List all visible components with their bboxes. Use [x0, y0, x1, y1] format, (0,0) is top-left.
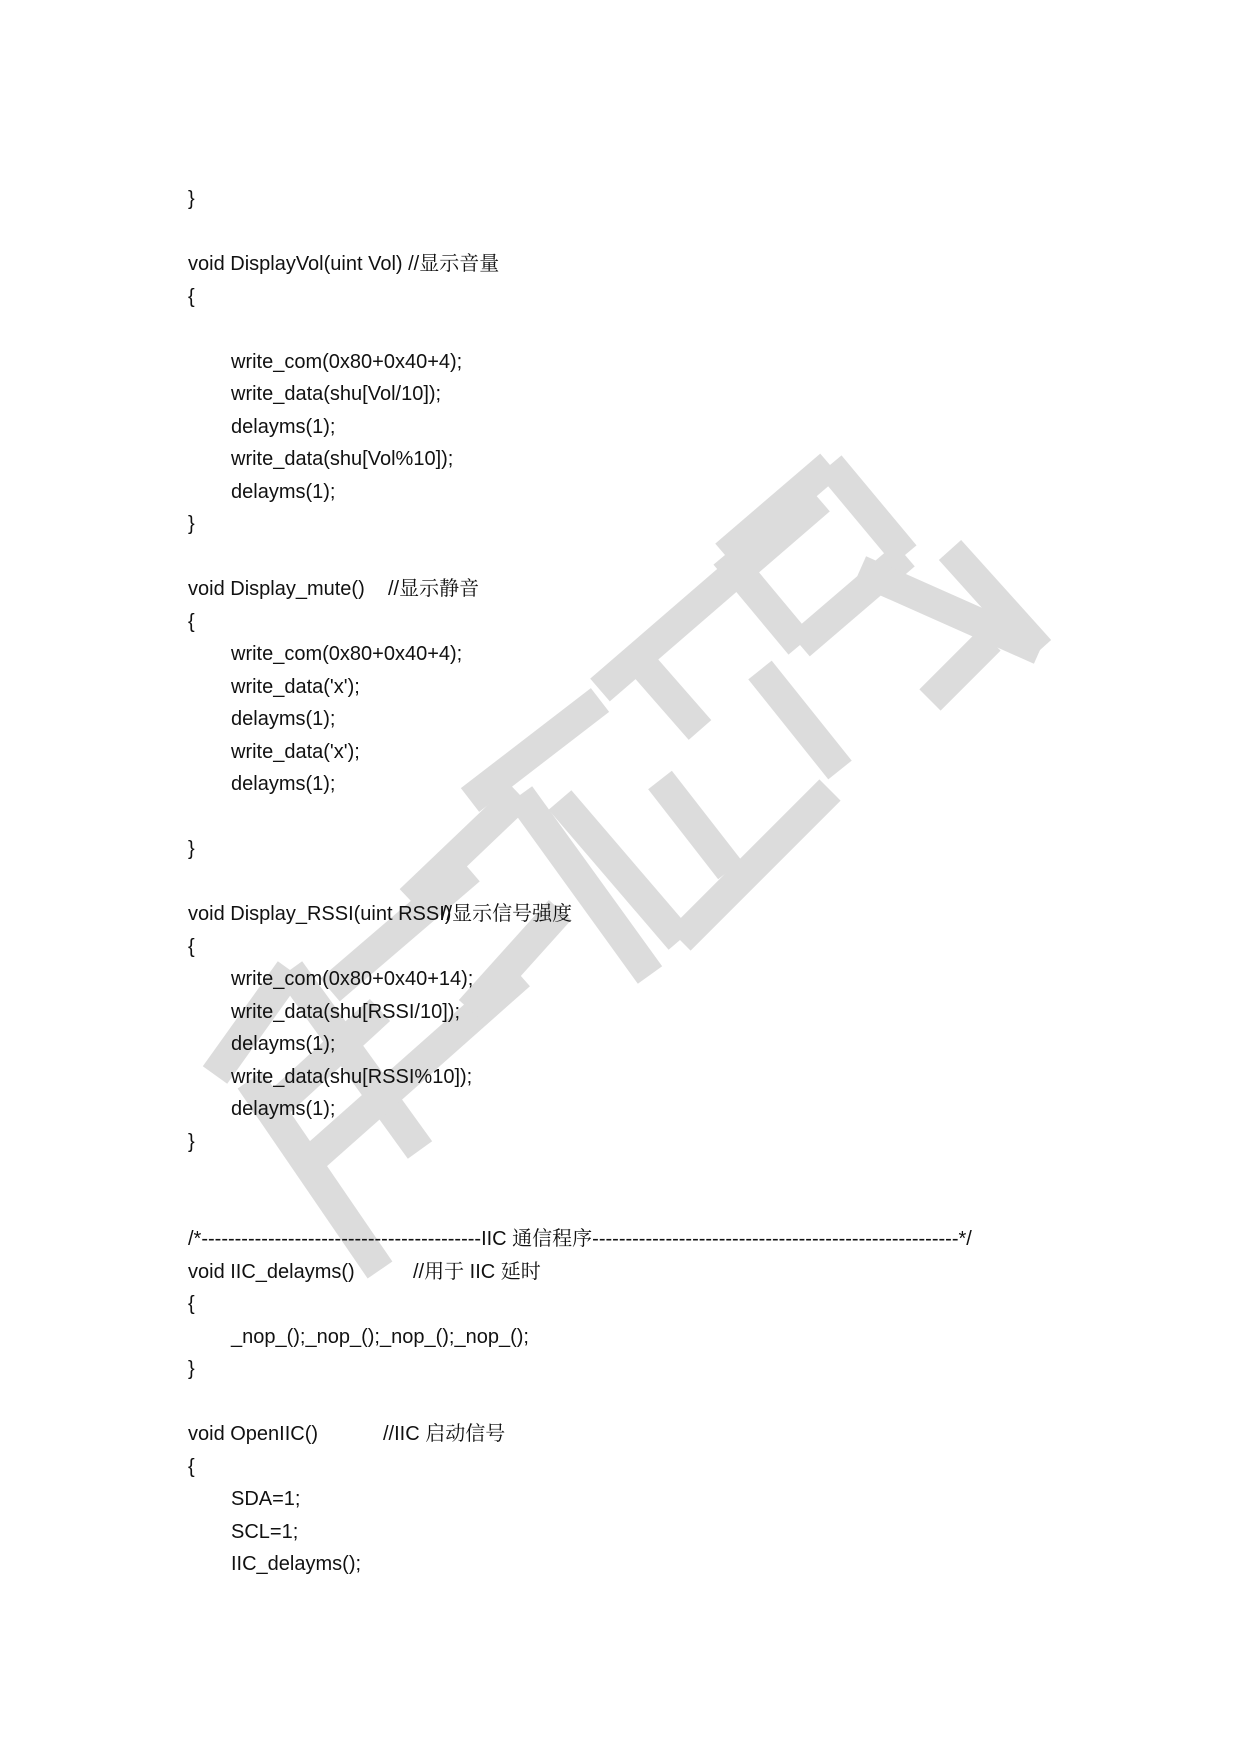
code-line — [188, 1353, 1188, 1386]
code-line — [188, 833, 1188, 866]
code-line — [188, 346, 1188, 379]
code-line — [188, 1386, 1188, 1419]
code-comment: //用于 IIC 延时 — [413, 1260, 541, 1283]
code-line — [188, 1093, 1188, 1126]
code-line — [188, 476, 1188, 509]
code-text: { — [188, 610, 195, 633]
code-text: void IIC_delayms() — [188, 1260, 355, 1283]
code-line — [188, 248, 1188, 281]
code-text: SCL=1; — [231, 1520, 299, 1543]
code-text: delayms(1); — [231, 773, 336, 795]
code-text: } — [188, 188, 195, 210]
code-listing — [188, 183, 1188, 1581]
code-line — [188, 443, 1188, 476]
code-line — [188, 1483, 1188, 1516]
code-line — [188, 768, 1188, 801]
code-line — [188, 1288, 1188, 1321]
code-line — [188, 898, 1188, 931]
code-text: void DisplayVol(uint Vol) //显示音量 — [188, 253, 500, 275]
code-text: write_com(0x80+0x40+4); — [231, 643, 463, 665]
code-line — [188, 313, 1188, 346]
code-line — [188, 638, 1188, 671]
code-line — [188, 606, 1188, 639]
code-text: write_com(0x80+0x40+14); — [231, 968, 474, 990]
code-line — [188, 703, 1188, 736]
code-line — [188, 1028, 1188, 1061]
code-line — [188, 1223, 1188, 1256]
code-text: { — [188, 935, 195, 958]
code-line — [188, 866, 1188, 899]
code-text: void Display_mute() — [188, 578, 365, 600]
code-comment: //显示静音 — [388, 578, 480, 600]
code-line — [188, 1061, 1188, 1094]
code-line — [188, 541, 1188, 574]
code-text: } — [188, 838, 195, 860]
code-text: delayms(1); — [231, 480, 336, 503]
code-line — [188, 216, 1188, 249]
code-line — [188, 963, 1188, 996]
code-text: write_data('x'); — [231, 740, 360, 763]
code-text: IIC_delayms(); — [231, 1553, 362, 1575]
code-text: write_data(shu[Vol%10]); — [231, 448, 454, 470]
code-text: write_data(shu[RSSI%10]); — [231, 1065, 473, 1088]
code-line — [188, 183, 1188, 216]
code-text: _nop_();_nop_();_nop_();_nop_(); — [231, 1325, 529, 1348]
code-line — [188, 1321, 1188, 1354]
code-text: delayms(1); — [231, 1033, 336, 1055]
code-line — [188, 508, 1188, 541]
code-text: write_com(0x80+0x40+4); — [231, 350, 463, 373]
code-line — [188, 1126, 1188, 1159]
code-line — [188, 996, 1188, 1029]
code-text: void OpenIIC() — [188, 1423, 319, 1445]
code-text: /*------------------------------------------IIC 通信程序-------------------------------------------------------*/ — [188, 1228, 972, 1250]
code-text: void Display_RSSI(uint RSSI) — [188, 903, 452, 925]
code-text: delayms(1); — [231, 708, 336, 730]
code-text: { — [188, 1293, 195, 1315]
code-line — [188, 378, 1188, 411]
code-text: { — [188, 1455, 195, 1478]
code-comment: //IIC 启动信号 — [383, 1423, 506, 1445]
code-comment: //显示信号强度 — [441, 903, 573, 925]
code-line — [188, 1418, 1188, 1451]
code-line — [188, 1158, 1188, 1191]
code-line — [188, 1548, 1188, 1581]
code-line — [188, 573, 1188, 606]
code-text: delayms(1); — [231, 1098, 336, 1120]
code-line — [188, 1516, 1188, 1549]
code-text: } — [188, 1358, 195, 1380]
code-text: { — [188, 285, 195, 308]
code-line — [188, 1256, 1188, 1289]
code-text: write_data(shu[RSSI/10]); — [231, 1000, 460, 1023]
code-text: write_data('x'); — [231, 675, 360, 698]
code-text: } — [188, 513, 195, 535]
code-text: write_data(shu[Vol/10]); — [231, 383, 442, 405]
code-text: SDA=1; — [231, 1488, 301, 1510]
code-line — [188, 736, 1188, 769]
code-line — [188, 931, 1188, 964]
code-line — [188, 411, 1188, 444]
code-text: delayms(1); — [231, 415, 336, 438]
code-line — [188, 281, 1188, 314]
code-line — [188, 671, 1188, 704]
code-line — [188, 1451, 1188, 1484]
code-line — [188, 1191, 1188, 1224]
code-text: } — [188, 1130, 195, 1153]
code-line — [188, 801, 1188, 834]
